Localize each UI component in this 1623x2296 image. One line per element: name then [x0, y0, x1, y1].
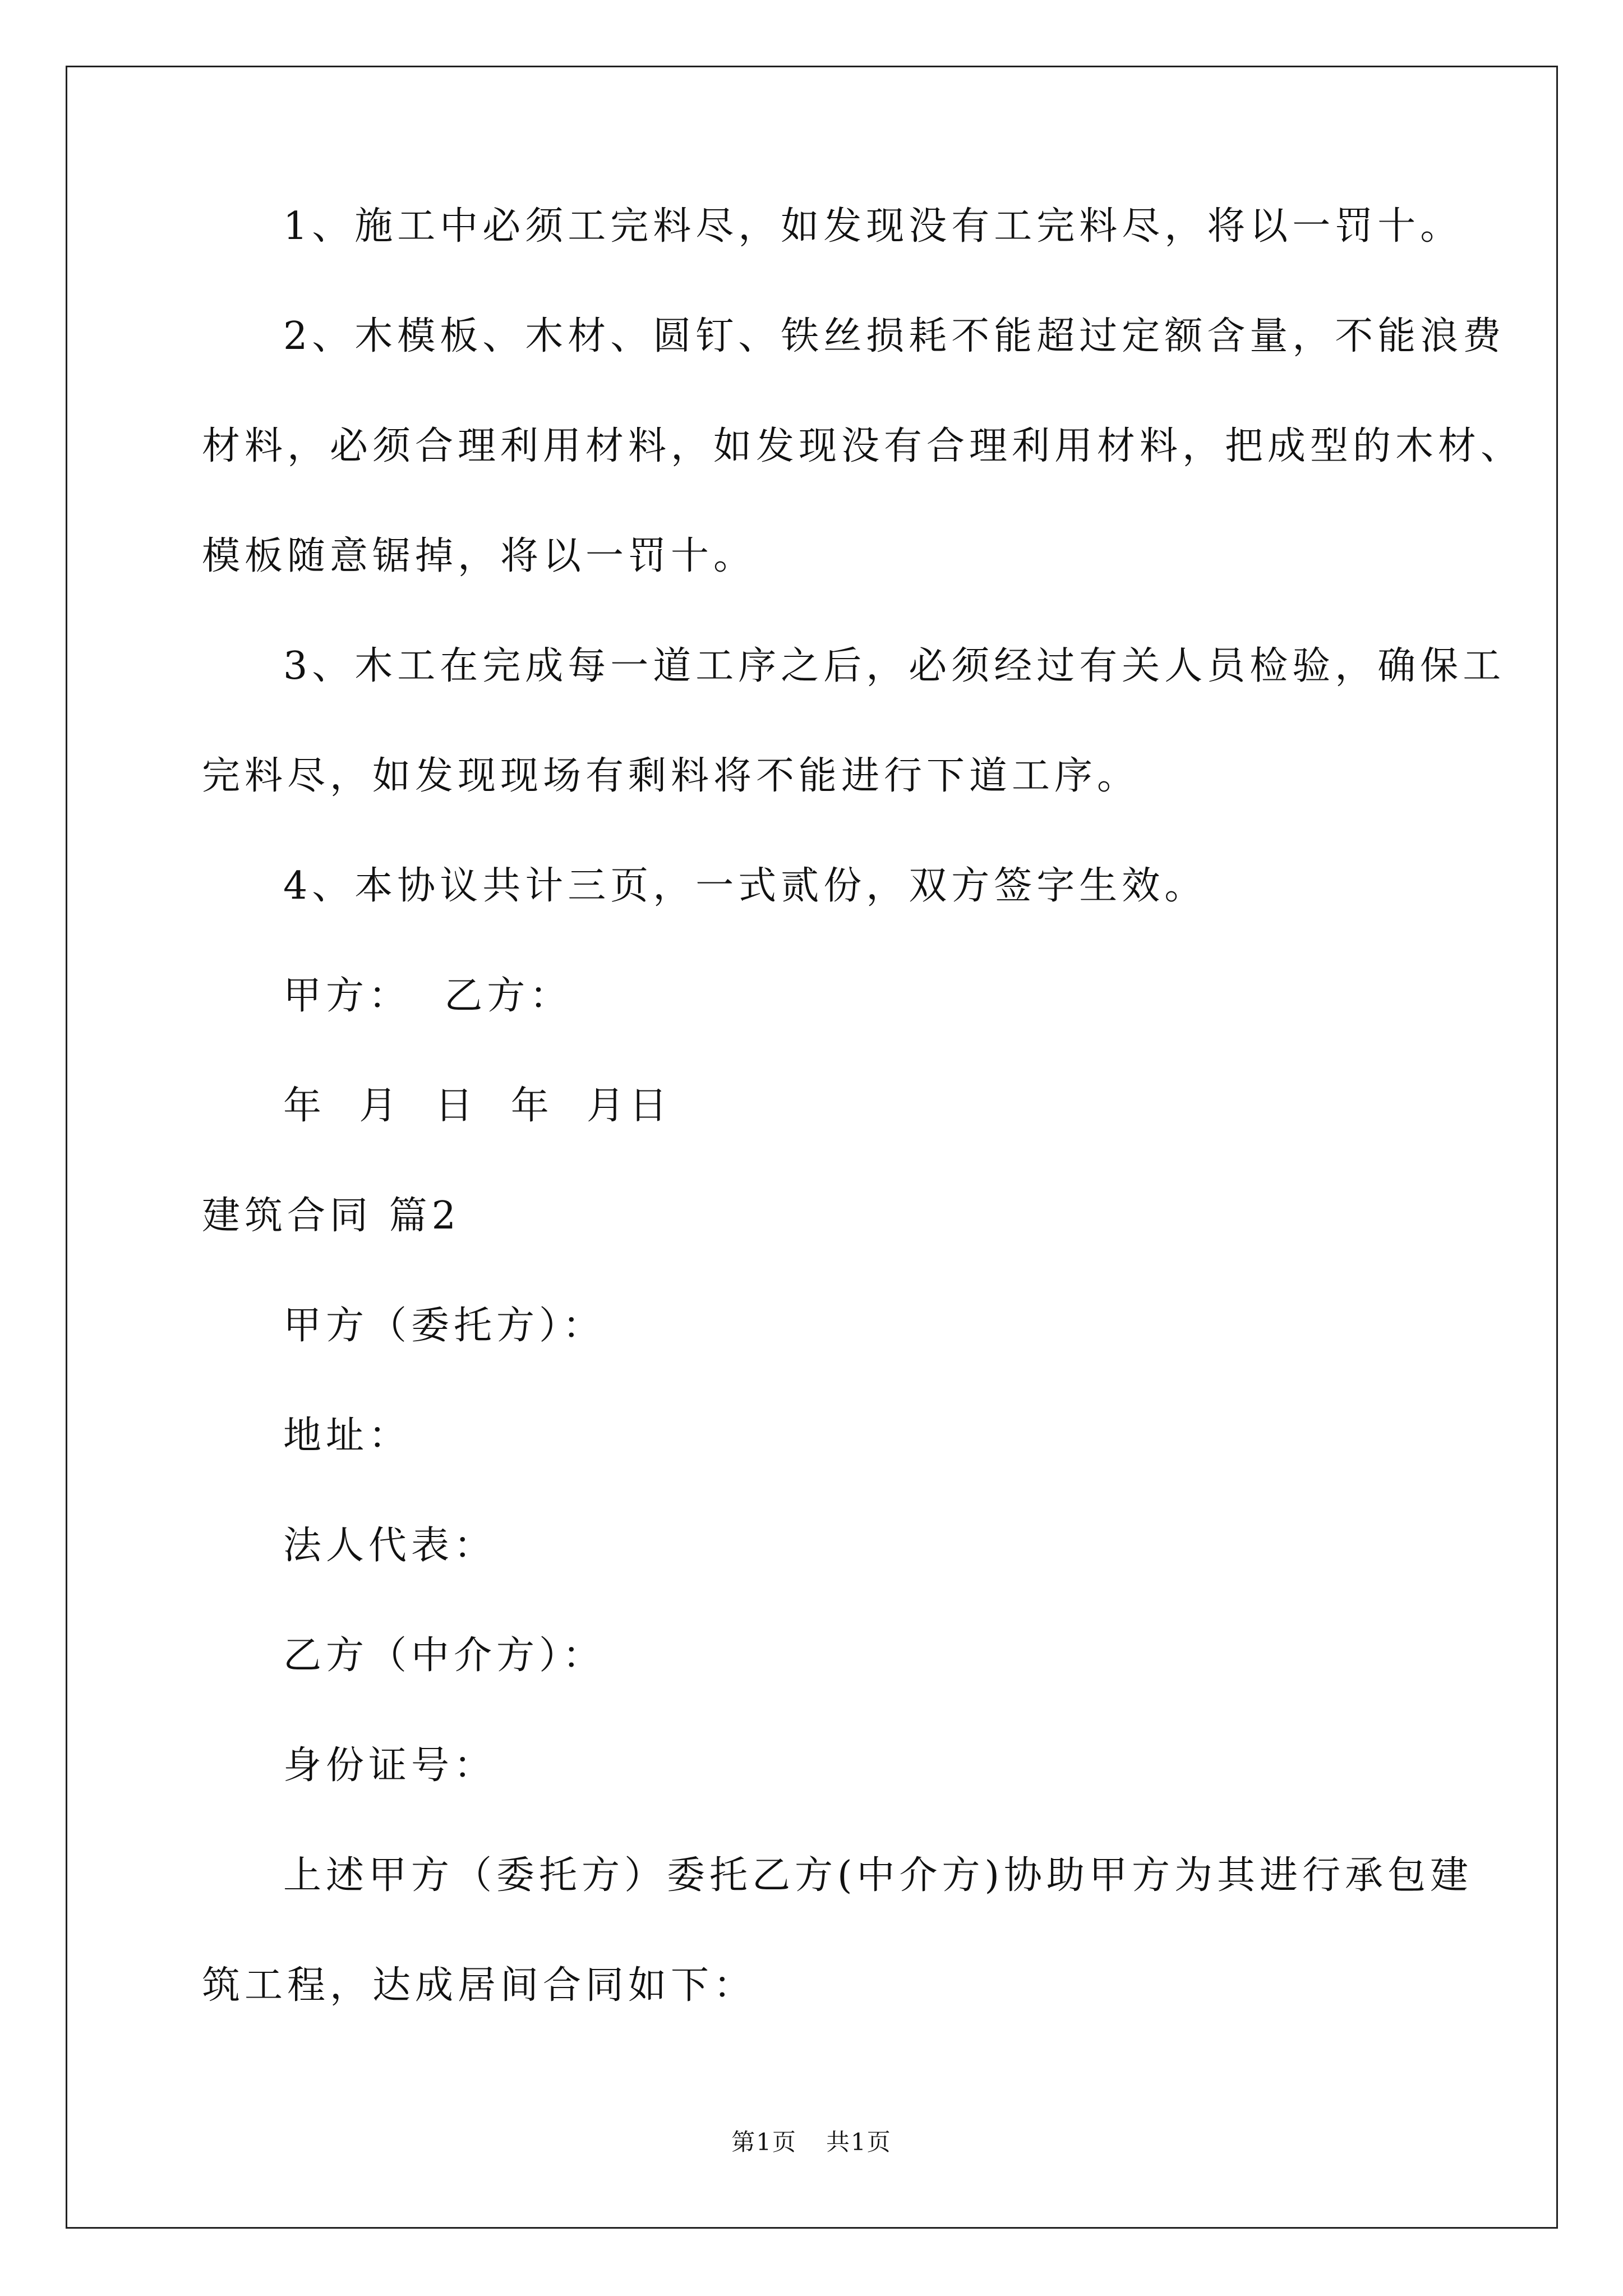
intro-line-2: 筑工程，达成居间合同如下：	[202, 1963, 757, 2008]
address-label: 地址：	[283, 1414, 412, 1458]
signature-dates: 年 月 日 年 月日	[283, 1084, 672, 1128]
section-heading: 建筑合同 篇2	[202, 1194, 460, 1238]
intro-line-1: 上述甲方（委托方）委托乙方(中介方)协助甲方为其进行承包建	[283, 1853, 1473, 1898]
clause-4: 4、本协议共计三页，一式贰份，双方签字生效。	[283, 864, 1207, 908]
clause-2-line-1: 2、木模板、木材、圆钉、铁丝损耗不能超过定额含量，不能浪费	[283, 314, 1506, 358]
page-footer	[0, 2128, 1623, 2156]
clause-3-line-1: 3、木工在完成每一道工序之后，必须经过有关人员检验，确保工	[283, 644, 1506, 688]
clause-3-line-2: 完料尽，如发现现场有剩料将不能进行下道工序。	[202, 754, 1140, 798]
party-b-label: 乙方（中介方）：	[283, 1634, 606, 1678]
clause-2-line-3: 模板随意锯掉，将以一罚十。	[202, 534, 757, 578]
clause-2-line-2: 材料，必须合理利用材料，如发现没有合理利用材料，把成型的木材、	[202, 424, 1524, 468]
party-a-label: 甲方（委托方）：	[283, 1304, 606, 1348]
page-number-current: 第1页	[731, 2128, 797, 2156]
legal-rep-label: 法人代表：	[283, 1524, 497, 1568]
page-number-total: 共1页	[826, 2128, 892, 2156]
document-body	[202, 204, 1524, 2077]
clause-1-line-1: 1、施工中必须工完料尽，如发现没有工完料尽，将以一罚十。	[283, 204, 1463, 249]
signature-parties: 甲方： 乙方：	[283, 974, 573, 1018]
id-number-label: 身份证号：	[283, 1743, 497, 1788]
